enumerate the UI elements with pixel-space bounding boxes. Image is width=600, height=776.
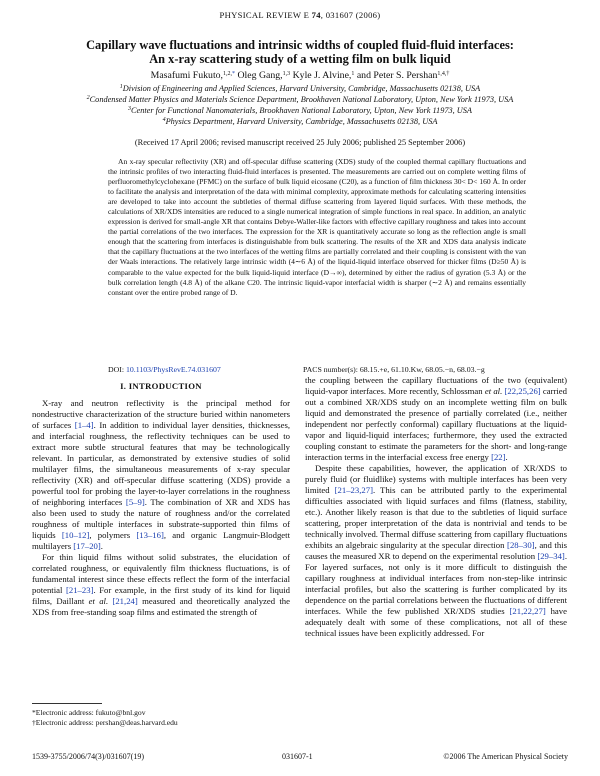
journal-volume: 74 (311, 10, 321, 20)
author-gang: Oleg Gang, (237, 70, 283, 81)
affiliation-1: $^1$Division of Engineering and Applied Sciences, Harvard University, Cambridge, Massachusetts 02138, USA (119, 84, 481, 93)
footnote-rule (32, 703, 102, 704)
citation-link[interactable]: [22,25,26] (504, 386, 541, 397)
doi-label: DOI: (108, 365, 126, 374)
abstract-text: An x-ray specular reflectivity (XR) and off-specular diffuse scattering (XDS) study of the coupled thermal capillary fluctuations and the intrinsic profiles of two interacting fluid-fluid interfaces is presented. The measurements are carried out on complete wetting films of perfluoromethylcyclohexane (PFMC) on the surface of bulk liquid eicosane (C20), as a function of film thickness 30< D< 160 Å. In order to facilitate the analysis and interpretation of the data with minimal complexity, approximate methods for calculating scattering intensities are developed to take into account the subtleties of thermal diffuse scattering from layered liquid surfaces. With these methods, the calculations of XR/XDS intensities are reduced to a single numerical integration of simple functions in real space. In addition, an analytic expression is derived for small-angle XR that contains Debye-Waller-like factors with effective capillary roughness and takes into account the partial correlations of the two interfaces. The expression for the XR is quantitatively accurate so long as the reflection angle is small enough that the scattering from interfaces is distinguishable from bulk scattering. The results of the XR and XDS data analysis indicate that the capillary fluctuations at the two interfaces of the wetting films are partially correlated and their coupling is consistent with the van der Waals interactions. The relatively large intrinsic width (4∼6 Å) of the liquid-liquid interface observed for thicker films (D≥50 Å) is comparable to the value expected for the bulk liquid-liquid interface (D→∞), determined by either the radius of gyration (5.3 Å) or the bulk correlation length (4.8 Å) of the alkane C20. The intrinsic liquid-vapor interfacial width is sharper (∼2 Å) and remains essentially constant over the entire probed range of D. (108, 157, 526, 297)
doi-pacs-line (108, 365, 526, 374)
title-line-2: An x-ray scattering study of a wetting film on bulk liquid (149, 52, 451, 66)
footer-copyright: ©2006 The American Physical Society (443, 752, 568, 761)
footer-issn: 1539-3755/2006/74(3)/031607(19) (32, 752, 144, 761)
intro-paragraph-1: X-ray and neutron reflectivity is the principal method for nondestructive characterization of the structure buried within nanometers of surfaces [1–4]. In addition to individual layer densities, thicknesses, and interfacial roughness, the reflectivity techniques can be used to extract more subtle structural features that may be technologically relevant. In particular, as demonstrated by extensive studies of solid multilayer films, the simultaneous measurements of x-ray specular reflectivity (XR) and off-specular diffuse scattering (XDS) provide a powerful tool for probing the layer-to-layer correlations in the roughness of neighboring interfaces [5–9]. The combination of XR and XDS has also been used to study the nature of roughness and/or the correlated roughness of multiple interfaces in substrate-supported thin films of liquids [10–12], polymers [13–16], and organic Langmuir-Blodgett multilayers [17–20]. (32, 398, 291, 552)
title-line-1: Capillary wave fluctuations and intrinsic widths of coupled fluid-fluid interfaces: (86, 38, 514, 52)
citation-link[interactable]: [29–34] (537, 551, 565, 562)
citation-link[interactable]: [21–23,27] (334, 485, 373, 496)
paper-title (40, 38, 560, 66)
pacs-numbers: PACS number(s): 68.15.+e, 61.10.Kw, 68.05.−n, 68.03.−g (303, 365, 485, 374)
affiliation-4: $^4$Physics Department, Harvard University, Cambridge, Massachusetts 02138, USA (162, 117, 438, 126)
footnotes (32, 703, 290, 728)
affiliations (30, 83, 570, 127)
affiliation-2: $^2$Condensed Matter Physics and Materials Science Department, Brookhaven National Laboratory, Upton, New York 11973, USA (86, 95, 514, 104)
citation-link[interactable]: [28–30] (507, 540, 535, 551)
article-number: 031607 (2006) (325, 10, 381, 20)
citation-link[interactable]: [17–20] (73, 541, 101, 552)
intro-paragraph-2: For thin liquid films without solid substrates, the elucidation of correlated roughness, or equivalently film thickness fluctuations, is of fundamental interest since these effects reflect the form of the interfacial potential [21–23]. For example, in the first study of its kind for liquid films, Daillant et al. [21,24] measured and theoretically analyzed the XDS from free-standing soap films and estimated the strength of (32, 552, 291, 618)
citation-link[interactable]: [5–9] (125, 497, 145, 508)
citation-link[interactable]: [1–4] (74, 420, 94, 431)
author-fukuto: Masafumi Fukuto, (150, 70, 224, 81)
intro-paragraph-3: Despite these capabilities, however, the application of XR/XDS to purely fluid (or fluidlike) systems with multiple interfaces has been very limited [21–23,27]. This can be attributed partly to the experimental difficulties associated with liquid surfaces and films (flatness, stability, etc.). Another likely reason is that due to the subtleties of liquid surface scattering, proper interpretation of the data is nontrivial and tends to be technically involved. Thermal diffuse scattering from capillary fluctuations exhibits an algebraic singularity at the specular direction [28–30], and this causes the measured XR to depend on the experimental resolution [29–34]. For layered surfaces, not only is it more difficult to distinguish the capillary roughness at individual interfaces from non-step-like intrinsic interfacial profiles, but also the scattering is further complicated by its dependence on the partial correlations between the fluctuations of different interfaces. While the few published XR/XDS studies [21,22,27] have adequately dealt with some of these complications, not all of these technical issues have been explicitly addressed. For (305, 463, 567, 639)
journal-header: PHYSICAL REVIEW E 74, 031607 (2006) (219, 10, 381, 20)
left-column (32, 398, 290, 618)
abstract (108, 157, 526, 298)
footnote-email-fukuto: *Electronic address: fukuto@bnl.gov (32, 708, 146, 717)
footnote-email-pershan: †Electronic address: pershan@deas.harvard.edu (32, 718, 178, 727)
doi-link[interactable]: 10.1103/PhysRevE.74.031607 (125, 365, 221, 374)
author-alvine: Kyle J. Alvine, (292, 70, 352, 81)
citation-link[interactable]: [21–23] (65, 585, 94, 596)
affiliation-3: $^3$Center for Functional Nanomaterials, Brookhaven National Laboratory, Upton, New York 11973, USA (127, 106, 472, 115)
citation-link[interactable]: [10–12] (61, 530, 90, 541)
intro-paragraph-2-cont: the coupling between the capillary fluctuations of the two (equivalent) liquid-vapor interfaces. More recently, Schlossman et al. [22,25,26] carried out a combined XR/XDS study on an incomplete wetting film on bulk liquid and demonstrated the presence of partially correlated (i.e., neither independent nor perfectly conformal) capillary fluctuations at the liquid-vapor and liquid-liquid interfaces; furthermore, they used the extracted coupling constant to estimate the parameters for the short- and long-range interaction terms in the interfacial excess free energy [22]. (305, 375, 568, 463)
footnote-link-star[interactable]: * (232, 71, 236, 77)
author-list: Masafumi Fukuto,$^{1,2,*}$ Oleg Gang,$^{1,3}$ Kyle J. Alvine,$^1$ and Peter S. Pershan$^{1,4,\dagger}$ (150, 70, 450, 81)
section-heading-introduction: I. INTRODUCTION (120, 381, 202, 391)
footer-page-number: 031607-1 (282, 752, 313, 761)
citation-link[interactable]: [21,24] (112, 596, 138, 607)
citation-link[interactable]: [13–16] (136, 530, 164, 541)
author-pershan: and Peter S. Pershan (356, 70, 438, 81)
received-dates: (Received 17 April 2006; revised manuscript received 25 July 2006; published 25 September 2006) (134, 138, 466, 147)
citation-link[interactable]: [21,22,27] (509, 606, 546, 617)
journal-name: PHYSICAL REVIEW E (219, 10, 310, 20)
right-column (305, 375, 567, 639)
citation-link[interactable]: [22] (491, 452, 506, 463)
